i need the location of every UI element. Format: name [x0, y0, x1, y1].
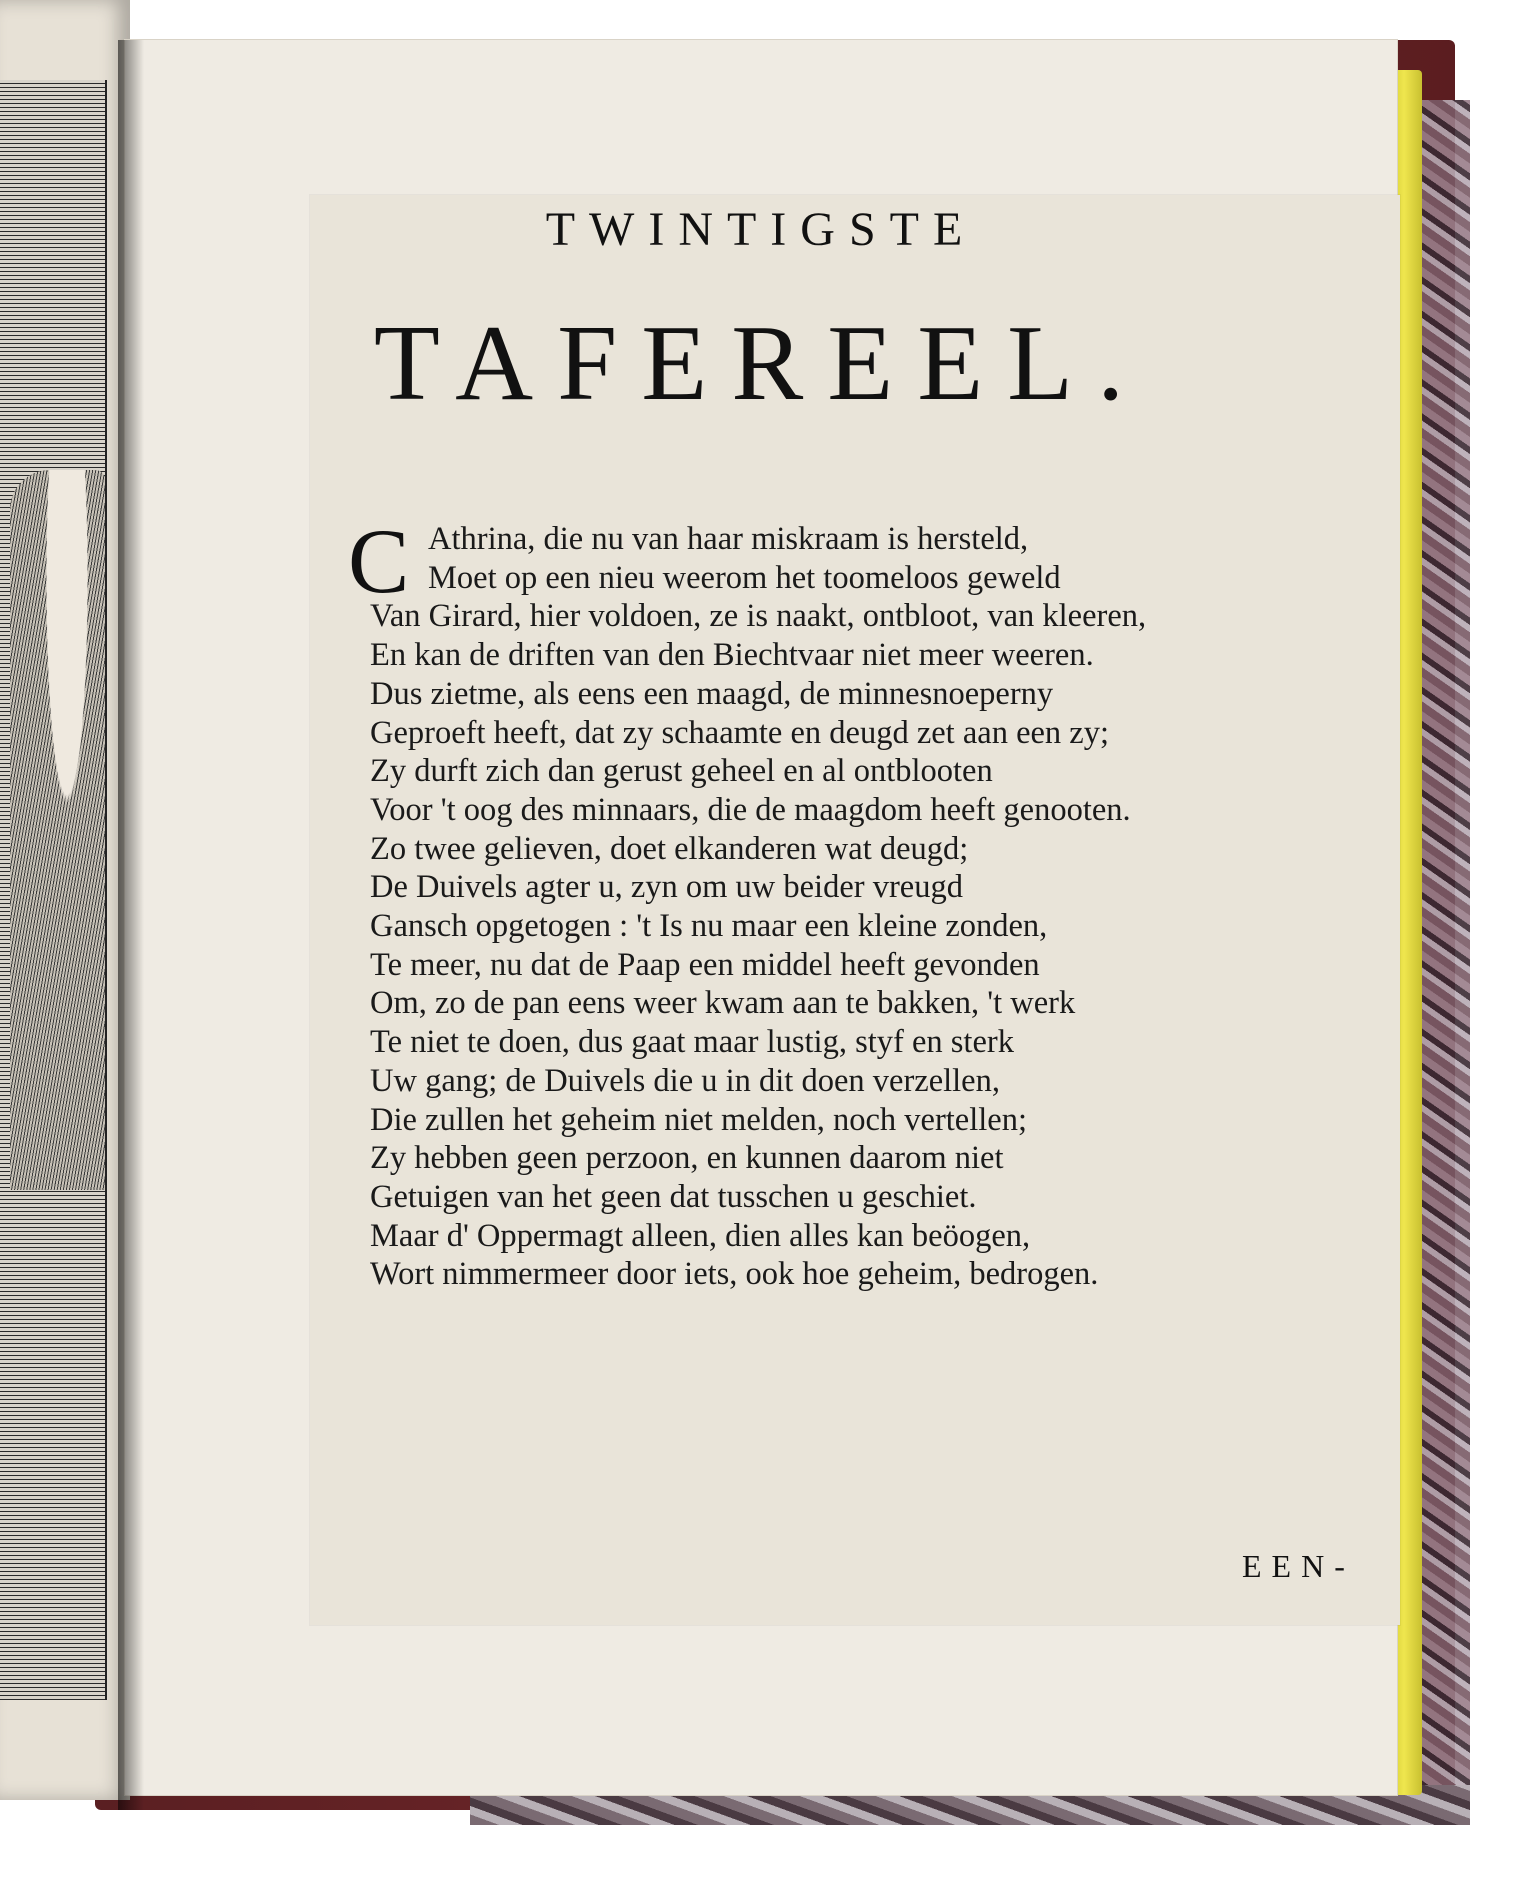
left-page — [0, 0, 130, 1800]
poem-line: Wort nimmermeer door iets, ook hoe geheim, bedrogen. — [370, 1256, 1099, 1293]
poem-line: De Duivels agter u, zyn om uw beider vreugd — [370, 869, 963, 906]
poem-line: Om, zo de pan eens weer kwam aan te bakken, 't werk — [370, 985, 1076, 1022]
chapter-number-heading: TWINTIGSTE — [545, 203, 977, 256]
chapter-title-heading: TAFEREEL. — [373, 304, 1149, 423]
poem-line: Dus zietme, als eens een maagd, de minnesnoeperny — [370, 675, 1054, 712]
poem-text — [348, 510, 1370, 1294]
poem-line: Van Girard, hier voldoen, ze is naakt, ontbloot, van kleeren, — [370, 598, 1147, 635]
poem-line: Maar d' Oppermagt alleen, dien alles kan beöogen, — [370, 1217, 1031, 1254]
poem-line: Moet op een nieu weerom het toomeloos geweld — [428, 559, 1061, 596]
poem-line: Athrina, die nu van haar miskraam is hersteld, — [428, 521, 1029, 557]
poem-line: Die zullen het geheim niet melden, noch vertellen; — [370, 1101, 1027, 1138]
engraving-figure — [10, 470, 105, 1190]
poem-line: Geproeft heeft, dat zy schaamte en deugd zet aan een zy; — [370, 714, 1109, 751]
poem-line: Te meer, nu dat de Paap een middel heeft gevonden — [370, 946, 1040, 983]
poem-line: Getuigen van het geen dat tusschen u geschiet. — [370, 1178, 977, 1215]
poem-line: Zy durft zich dan gerust geheel en al ontblooten — [370, 753, 993, 790]
drop-capital: C — [348, 510, 410, 612]
poem-line: Zy hebben geen perzoon, en kunnen daarom niet — [370, 1140, 1004, 1177]
poem-line: En kan de driften van den Biechtvaar niet meer weeren. — [370, 637, 1094, 674]
poem-line: Voor 't oog des minnaars, die de maagdom heeft genooten. — [370, 791, 1131, 828]
marbled-endpaper — [1415, 100, 1470, 1800]
poem-line: Gansch opgetogen : 't Is nu maar een kleine zonden, — [370, 908, 1048, 945]
poem-line: Te niet te doen, dus gaat maar lustig, styf en sterk — [370, 1024, 1014, 1061]
catchword: EEN- — [1242, 1548, 1355, 1584]
poem-line: Zo twee gelieven, doet elkanderen wat deugd; — [370, 830, 969, 867]
spine-gutter-shadow — [118, 40, 144, 1810]
right-page — [125, 40, 1397, 1795]
poem-line: Uw gang; de Duivels die u in dit doen verzellen, — [370, 1062, 1000, 1099]
